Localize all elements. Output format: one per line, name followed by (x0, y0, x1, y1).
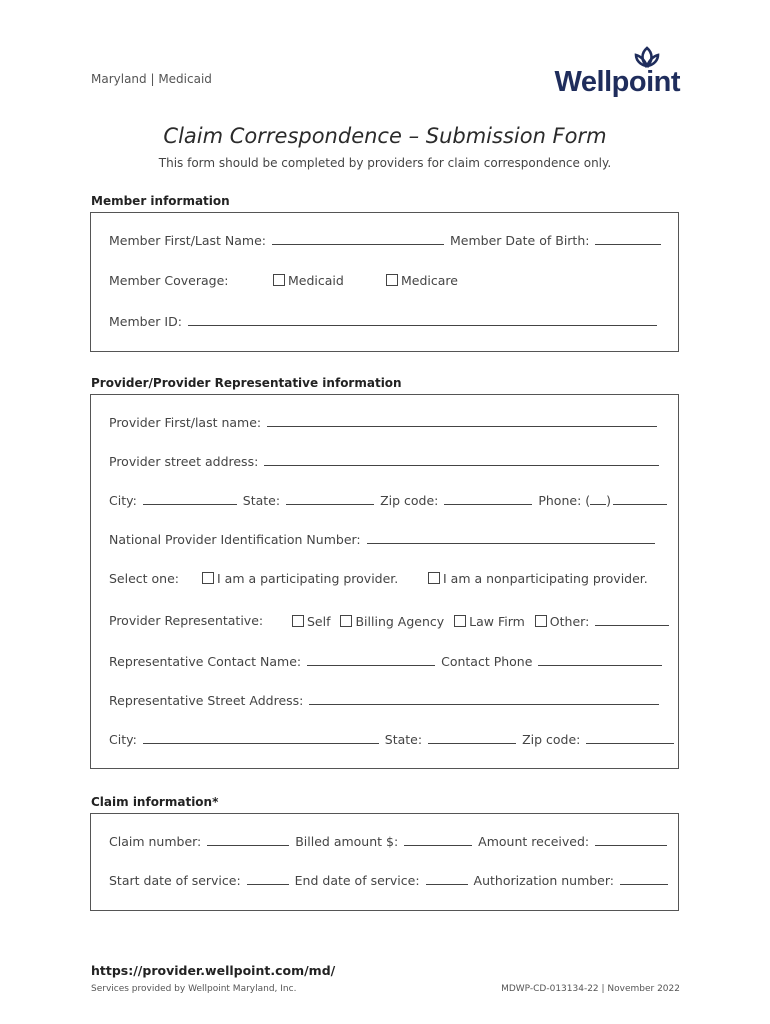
rep-state-label: State: (384, 732, 423, 747)
contact-phone-field[interactable] (538, 653, 662, 666)
participating-label: I am a participating provider. (217, 571, 399, 586)
participating-checkbox[interactable] (202, 572, 214, 584)
claim-number-row (109, 833, 669, 849)
representative-row (109, 613, 263, 628)
rep-zip-label: Zip code: (522, 732, 581, 747)
claim-info-box (90, 813, 679, 911)
member-dob-field[interactable] (595, 232, 661, 245)
participating-option[interactable] (202, 571, 398, 586)
rep-other-field[interactable] (595, 613, 669, 626)
claim-number-label: Claim number: (109, 834, 202, 849)
provider-name-row (109, 414, 659, 430)
member-coverage-label: Member Coverage: (109, 273, 229, 288)
rep-zip-field[interactable] (586, 731, 674, 744)
rep-city-field[interactable] (143, 731, 379, 744)
coverage-medicare-option[interactable] (386, 273, 458, 288)
logo-wordmark: Wellpoint (554, 66, 680, 98)
member-name-row (109, 232, 663, 248)
nonparticipating-option[interactable] (428, 571, 648, 586)
billed-amount-field[interactable] (404, 833, 472, 846)
medicare-label: Medicare (401, 273, 458, 288)
medicaid-checkbox[interactable] (273, 274, 285, 286)
rep-city-row (109, 731, 676, 747)
claim-number-field[interactable] (207, 833, 289, 846)
document-id: MDWP-CD-013134-22 | November 2022 (501, 984, 680, 994)
wellpoint-logo (555, 44, 680, 98)
form-subtitle: This form should be completed by providers for claim correspondence only. (158, 156, 612, 170)
rep-billing-label: Billing Agency (355, 614, 445, 629)
end-date-field[interactable] (426, 872, 468, 885)
rep-contact-row (109, 653, 664, 669)
end-date-label: End date of service: (294, 873, 420, 888)
provider-phone-area-field[interactable] (590, 492, 606, 505)
provider-npi-label: National Provider Identification Number: (109, 532, 361, 547)
rep-billing-checkbox[interactable] (340, 615, 352, 627)
start-date-label: Start date of service: (109, 873, 241, 888)
rep-other-checkbox[interactable] (535, 615, 547, 627)
provider-section-title: Provider/Provider Representative information (91, 376, 402, 390)
authorization-field[interactable] (620, 872, 668, 885)
provider-phone-field[interactable] (613, 492, 667, 505)
member-dob-label: Member Date of Birth: (449, 233, 590, 248)
provider-state-label: State: (242, 493, 281, 508)
provider-name-field[interactable] (267, 414, 657, 427)
rep-contact-field[interactable] (307, 653, 435, 666)
rep-contact-label: Representative Contact Name: (109, 654, 302, 669)
medicare-checkbox[interactable] (386, 274, 398, 286)
provider-name-label: Provider First/last name: (109, 415, 262, 430)
contact-phone-label: Contact Phone (441, 654, 533, 669)
provider-npi-row (109, 531, 657, 547)
medicaid-label: Medicaid (288, 273, 344, 288)
nonparticipating-label: I am a nonparticipating provider. (443, 571, 648, 586)
provider-city-label: City: (109, 493, 137, 508)
authorization-label: Authorization number: (473, 873, 615, 888)
provider-street-row (109, 453, 661, 469)
amount-received-field[interactable] (595, 833, 667, 846)
nonparticipating-checkbox[interactable] (428, 572, 440, 584)
rep-lawfirm-checkbox[interactable] (454, 615, 466, 627)
member-section-title: Member information (91, 194, 230, 208)
member-coverage-row (109, 273, 229, 288)
provider-state-field[interactable] (286, 492, 374, 505)
provider-city-row (109, 492, 669, 508)
rep-other-label: Other: (549, 614, 590, 629)
provider-url-link[interactable]: https://provider.wellpoint.com/md/ (91, 963, 336, 978)
rep-lawfirm-option[interactable] (454, 614, 525, 629)
select-one-label: Select one: (109, 571, 180, 586)
member-id-row (109, 313, 659, 329)
member-name-label: Member First/Last Name: (109, 233, 267, 248)
provider-street-field[interactable] (264, 453, 659, 466)
amount-received-label: Amount received: (478, 834, 590, 849)
provider-phone-label: Phone: ( (538, 493, 591, 508)
services-note: Services provided by Wellpoint Maryland, Inc. (91, 984, 297, 994)
rep-street-label: Representative Street Address: (109, 693, 304, 708)
member-id-field[interactable] (188, 313, 657, 326)
provider-city-field[interactable] (143, 492, 237, 505)
rep-billing-option[interactable] (340, 614, 444, 629)
rep-state-field[interactable] (428, 731, 516, 744)
start-date-field[interactable] (247, 872, 289, 885)
rep-self-option[interactable] (292, 614, 331, 629)
rep-street-row (109, 692, 661, 708)
member-name-field[interactable] (272, 232, 444, 245)
provider-zip-label: Zip code: (380, 493, 439, 508)
claim-section-title: Claim information* (91, 795, 219, 809)
form-title: Claim Correspondence – Submission Form (163, 124, 607, 148)
rep-lawfirm-label: Law Firm (469, 614, 525, 629)
billed-amount-label: Billed amount $: (295, 834, 399, 849)
provider-npi-field[interactable] (367, 531, 655, 544)
coverage-medicaid-option[interactable] (273, 273, 344, 288)
provider-street-label: Provider street address: (109, 454, 259, 469)
rep-other-option[interactable] (535, 614, 589, 629)
representative-label: Provider Representative: (109, 613, 264, 628)
provider-zip-field[interactable] (444, 492, 532, 505)
rep-self-label: Self (307, 614, 331, 629)
participation-row (109, 571, 179, 586)
program-label: Maryland | Medicaid (91, 72, 212, 86)
representative-options (292, 613, 671, 629)
rep-self-checkbox[interactable] (292, 615, 304, 627)
provider-phone-paren: ) (606, 493, 612, 508)
member-id-label: Member ID: (109, 314, 182, 329)
rep-city-label: City: (109, 732, 137, 747)
rep-street-field[interactable] (309, 692, 659, 705)
service-dates-row (109, 872, 670, 888)
